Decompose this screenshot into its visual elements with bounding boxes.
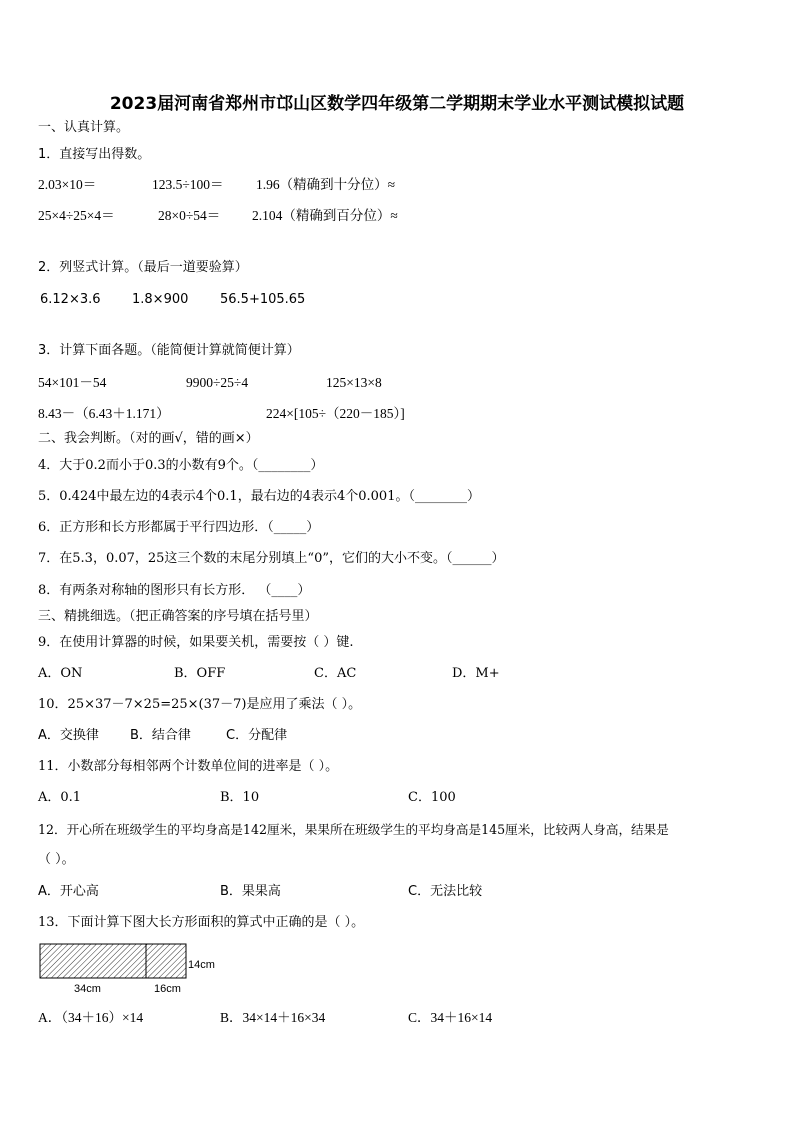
- height-label: 14cm: [188, 959, 215, 971]
- calc-item: 224×[105÷（220－185）]: [266, 406, 405, 421]
- question-3-row-1: [38, 375, 758, 391]
- question-4: 4．大于0.2而小于0.3的小数有9个。（________）: [38, 458, 324, 473]
- calc-item: 28×0÷54＝: [158, 208, 221, 223]
- question-5: 5．0.424中最左边的4表示4个0.1，最右边的4表示4个0.001。（________）: [38, 489, 480, 504]
- page-title: 2023届河南省郑州市邙山区数学四年级第二学期期末学业水平测试模拟试题: [109, 94, 685, 114]
- option-b: B．结合律: [130, 728, 191, 743]
- option-a: A．0.1: [38, 790, 82, 805]
- option-a: A．ON: [38, 666, 83, 681]
- calc-item: 54×101－54: [38, 375, 107, 390]
- section-heading-2: 二、我会判断。（对的画√，错的画×）: [38, 431, 259, 446]
- question-9-options: [38, 666, 758, 682]
- option-b: B．34×14＋16×34: [220, 1010, 326, 1025]
- option-c: C．100: [408, 790, 456, 805]
- calc-item: 2.03×10＝: [38, 177, 97, 192]
- option-b: B．10: [220, 790, 260, 805]
- question-6: 6．正方形和长方形都属于平行四边形．（_____）: [38, 520, 320, 535]
- question-1-row-2: [38, 208, 758, 224]
- question-13-options: [38, 1010, 758, 1026]
- calc-item: 8.43－（6.43＋1.171）: [38, 406, 170, 421]
- rectangle-figure: [38, 940, 238, 1000]
- question-1-stem: 1．直接写出得数。: [38, 147, 151, 162]
- option-d: D．M+: [452, 666, 500, 681]
- calc-item: 25×4÷25×4＝: [38, 208, 115, 223]
- question-2-stem: 2．列竖式计算。（最后一道要验算）: [38, 260, 248, 275]
- calc-item: 9900÷25÷4: [186, 375, 249, 390]
- question-8: 8．有两条对称轴的图形只有长方形． （____）: [38, 583, 311, 598]
- left-rectangle: [40, 944, 146, 978]
- option-a: A．开心高: [38, 884, 99, 899]
- calc-item: 1.8×900: [132, 292, 189, 307]
- option-c: C．AC: [314, 666, 357, 681]
- section-heading-1: 一、认真计算。: [38, 120, 130, 135]
- question-1-row-1: [38, 177, 758, 193]
- question-12-stem-line-1: 12．开心所在班级学生的平均身高是142厘米，果果所在班级学生的平均身高是145厘米，比较两人身高，结果是: [38, 822, 669, 837]
- section-heading-3: 三、精挑细选。（把正确答案的序号填在括号里）: [38, 609, 318, 624]
- question-12-options: [38, 884, 758, 900]
- question-7: 7．在5.3，0.07，25这三个数的末尾分别填上“0”，它们的大小不变。（______）: [38, 551, 505, 566]
- question-11-options: [38, 790, 758, 806]
- right-width-label: 16cm: [154, 983, 181, 995]
- question-9-stem: 9．在使用计算器的时候，如果要关机，需要按（ ）键.: [38, 635, 354, 650]
- calc-item: 56.5+105.65: [220, 292, 306, 307]
- question-10-stem: 10．25×37－7×25=25×(37－7)是应用了乘法（ ）。: [38, 697, 362, 712]
- right-rectangle: [146, 944, 186, 978]
- option-c: C．34＋16×14: [408, 1010, 493, 1025]
- left-width-label: 34cm: [74, 983, 101, 995]
- calc-item: 6.12×3.6: [40, 292, 101, 307]
- question-13-stem: 13．下面计算下图大长方形面积的算式中正确的是（ ）。: [38, 915, 365, 930]
- option-a: A．（34＋16）×14: [38, 1010, 144, 1025]
- option-b: B．OFF: [174, 666, 226, 681]
- calc-item: 2.104（精确到百分位）≈: [252, 208, 398, 223]
- question-10-options: [38, 728, 758, 744]
- option-c: C．无法比较: [408, 884, 483, 899]
- calc-item: 1.96（精确到十分位）≈: [256, 177, 396, 192]
- option-c: C．分配律: [226, 728, 288, 743]
- calc-item: 123.5÷100＝: [152, 177, 224, 192]
- question-3-stem: 3．计算下面各题。（能简便计算就简便计算）: [38, 343, 300, 358]
- option-b: B．果果高: [220, 884, 281, 899]
- question-11-stem: 11．小数部分每相邻两个计数单位间的进率是（ ）。: [38, 759, 339, 774]
- option-a: A．交换律: [38, 728, 99, 743]
- question-2-items: [38, 292, 758, 308]
- calc-item: 125×13×8: [326, 375, 382, 390]
- question-3-row-2: [38, 406, 758, 422]
- question-12-stem-line-2: （ ）。: [38, 852, 75, 867]
